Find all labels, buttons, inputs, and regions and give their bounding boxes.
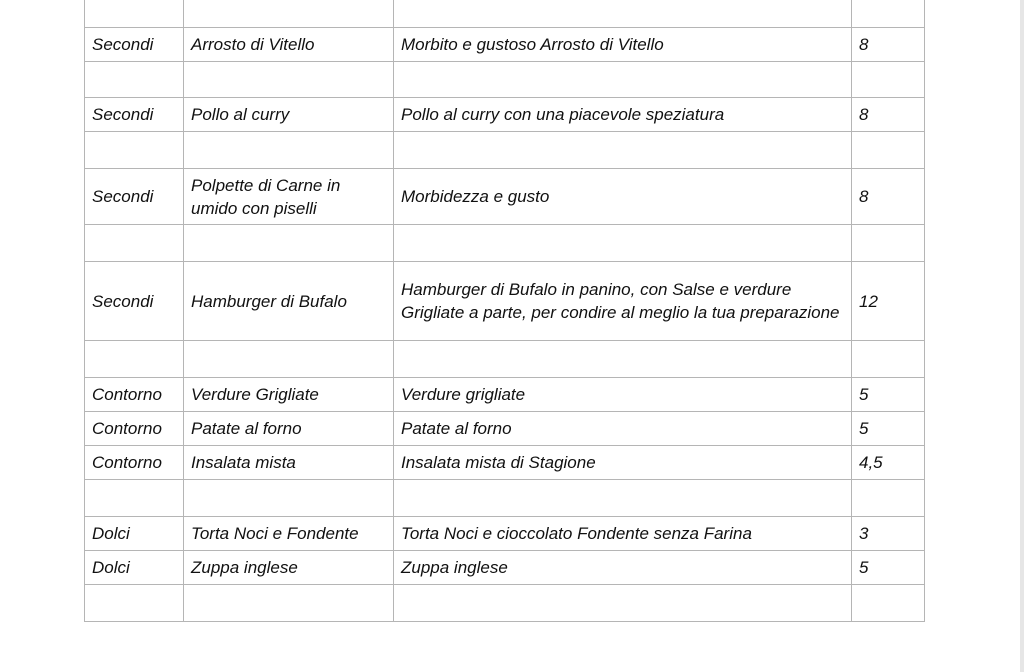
cell-price: 4,5 xyxy=(852,446,925,480)
cell-dish-name xyxy=(184,225,394,262)
cell-price: 12 xyxy=(852,262,925,341)
cell-dish-name: Patate al forno xyxy=(184,412,394,446)
cell-price: 8 xyxy=(852,28,925,62)
menu-table-body xyxy=(85,0,925,622)
table-row-blank xyxy=(85,585,925,622)
menu-table xyxy=(84,0,925,622)
table-row xyxy=(85,412,925,446)
cell-category xyxy=(85,225,184,262)
table-row xyxy=(85,378,925,412)
cell-category: Secondi xyxy=(85,28,184,62)
cell-price: 8 xyxy=(852,169,925,225)
page-edge-divider xyxy=(1020,0,1024,672)
cell-price xyxy=(852,132,925,169)
cell-description: Morbito e gustoso Arrosto di Vitello xyxy=(394,28,852,62)
cell-price: 5 xyxy=(852,412,925,446)
cell-dish-name: Torta Noci e Fondente xyxy=(184,517,394,551)
cell-description: Patate al forno xyxy=(394,412,852,446)
cell-category xyxy=(85,62,184,98)
cell-dish-name: Arrosto di Vitello xyxy=(184,28,394,62)
cell-category: Secondi xyxy=(85,98,184,132)
table-row-blank xyxy=(85,225,925,262)
cell-category xyxy=(85,480,184,517)
table-row xyxy=(85,98,925,132)
table-row-blank xyxy=(85,0,925,28)
cell-dish-name: Hamburger di Bufalo xyxy=(184,262,394,341)
cell-dish-name: Zuppa inglese xyxy=(184,551,394,585)
cell-price xyxy=(852,62,925,98)
cell-dish-name: Verdure Grigliate xyxy=(184,378,394,412)
cell-dish-name xyxy=(184,480,394,517)
table-row xyxy=(85,517,925,551)
cell-dish-name xyxy=(184,0,394,28)
cell-dish-name xyxy=(184,132,394,169)
cell-price: 5 xyxy=(852,378,925,412)
cell-description: Torta Noci e cioccolato Fondente senza Farina xyxy=(394,517,852,551)
cell-dish-name xyxy=(184,341,394,378)
cell-category: Contorno xyxy=(85,446,184,480)
cell-category: Contorno xyxy=(85,412,184,446)
cell-category xyxy=(85,585,184,622)
cell-price: 5 xyxy=(852,551,925,585)
table-row-blank xyxy=(85,480,925,517)
cell-category: Secondi xyxy=(85,262,184,341)
table-row-blank xyxy=(85,62,925,98)
table-row-blank xyxy=(85,132,925,169)
cell-category xyxy=(85,0,184,28)
cell-dish-name xyxy=(184,585,394,622)
table-row-blank xyxy=(85,341,925,378)
cell-dish-name: Pollo al curry xyxy=(184,98,394,132)
table-row xyxy=(85,262,925,341)
cell-price xyxy=(852,225,925,262)
cell-description: Morbidezza e gusto xyxy=(394,169,852,225)
cell-price: 8 xyxy=(852,98,925,132)
cell-description: Pollo al curry con una piacevole speziatura xyxy=(394,98,852,132)
cell-category: Contorno xyxy=(85,378,184,412)
cell-dish-name: Insalata mista xyxy=(184,446,394,480)
cell-dish-name xyxy=(184,62,394,98)
cell-description: Hamburger di Bufalo in panino, con Salse e verdure Grigliate a parte, per condire al meglio la tua preparazione xyxy=(394,262,852,341)
cell-category: Dolci xyxy=(85,517,184,551)
cell-category xyxy=(85,132,184,169)
cell-price xyxy=(852,0,925,28)
cell-description xyxy=(394,341,852,378)
cell-description xyxy=(394,132,852,169)
cell-description: Verdure grigliate xyxy=(394,378,852,412)
cell-description: Insalata mista di Stagione xyxy=(394,446,852,480)
cell-category xyxy=(85,341,184,378)
cell-description xyxy=(394,0,852,28)
cell-price xyxy=(852,585,925,622)
cell-description: Zuppa inglese xyxy=(394,551,852,585)
cell-dish-name: Polpette di Carne in umido con piselli xyxy=(184,169,394,225)
cell-category: Secondi xyxy=(85,169,184,225)
cell-description xyxy=(394,585,852,622)
cell-price: 3 xyxy=(852,517,925,551)
cell-description xyxy=(394,480,852,517)
table-row xyxy=(85,551,925,585)
cell-description xyxy=(394,62,852,98)
table-row xyxy=(85,446,925,480)
cell-price xyxy=(852,341,925,378)
cell-description xyxy=(394,225,852,262)
table-row xyxy=(85,28,925,62)
cell-price xyxy=(852,480,925,517)
cell-category: Dolci xyxy=(85,551,184,585)
table-row xyxy=(85,169,925,225)
